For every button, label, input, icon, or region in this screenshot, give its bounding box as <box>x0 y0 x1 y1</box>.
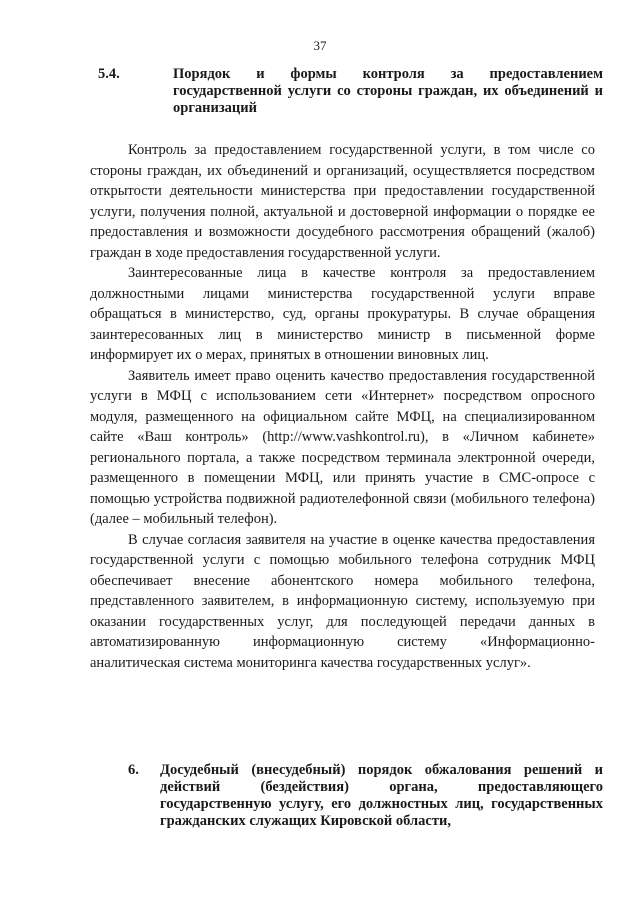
section-number: 6. <box>128 762 139 778</box>
paragraph-control: Контроль за предоставлением государственной услуги, в том числе со стороны граждан, их объединений и организаций, осуществляется посредством открытости деятельности министерства при предоставлении государственной услуги, получения полной, актуальной и достоверной информации о порядке ее предоставления и возможности досудебного рассмотрения обращений (жалоб) граждан в ходе предоставления государственной услуги. <box>90 142 595 261</box>
section-title: Досудебный (внесудебный) порядок обжалования решений и действий (бездействия) органа, предоставляющего государственную услугу, его должностных лиц, государственных гражданских служащих Кировской области, <box>160 762 603 829</box>
section-title: Порядок и формы контроля за предоставлением государственной услуги со стороны граждан, их объединений и организаций <box>173 66 603 116</box>
section-heading-5-4 <box>98 66 603 126</box>
paragraph-mobile-consent: В случае согласия заявителя на участие в оценке качества предоставления государственной услуги с помощью мобильного телефона сотрудник МФЦ обеспечивает внесение абонентского номера мобильного телефона, представленного заявителем, в информационную систему, используемую при оказании государственных услуг, для последующей передачи данных в автоматизированную информационную систему «Информационно-аналитическая система мониторинга качества государственных услуг». <box>90 531 595 671</box>
section-heading-6 <box>128 762 603 842</box>
page-number: 37 <box>313 38 327 53</box>
paragraph-quality-assessment: Заявитель имеет право оценить качество предоставления государственной услуги в МФЦ с использованием сети «Интернет» посредством опросного модуля, размещенного на официальном сайте МФЦ, на специализированном сайте «Ваш контроль» (http://www.vashkontrol.ru), в «Личном кабинете» регионального портала, а также посредством терминала электронной очереди, размещенного в помещении МФЦ, или принять участие в СМС-опросе с помощью устройства подвижной радиотелефонной связи (мобильного телефона) (далее – мобильный телефон). <box>90 367 595 527</box>
paragraph-interested-parties: Заинтересованные лица в качестве контроля за предоставлением должностными лицами министерства государственной услуги вправе обращаться в министерство, суд, органы прокуратуры. В случае обращения заинтересованных лиц в министерство министр в письменной форме информирует их о мерах, принятых в отношении виновных лиц. <box>90 265 595 363</box>
section-body <box>90 140 595 673</box>
section-number: 5.4. <box>98 66 120 82</box>
